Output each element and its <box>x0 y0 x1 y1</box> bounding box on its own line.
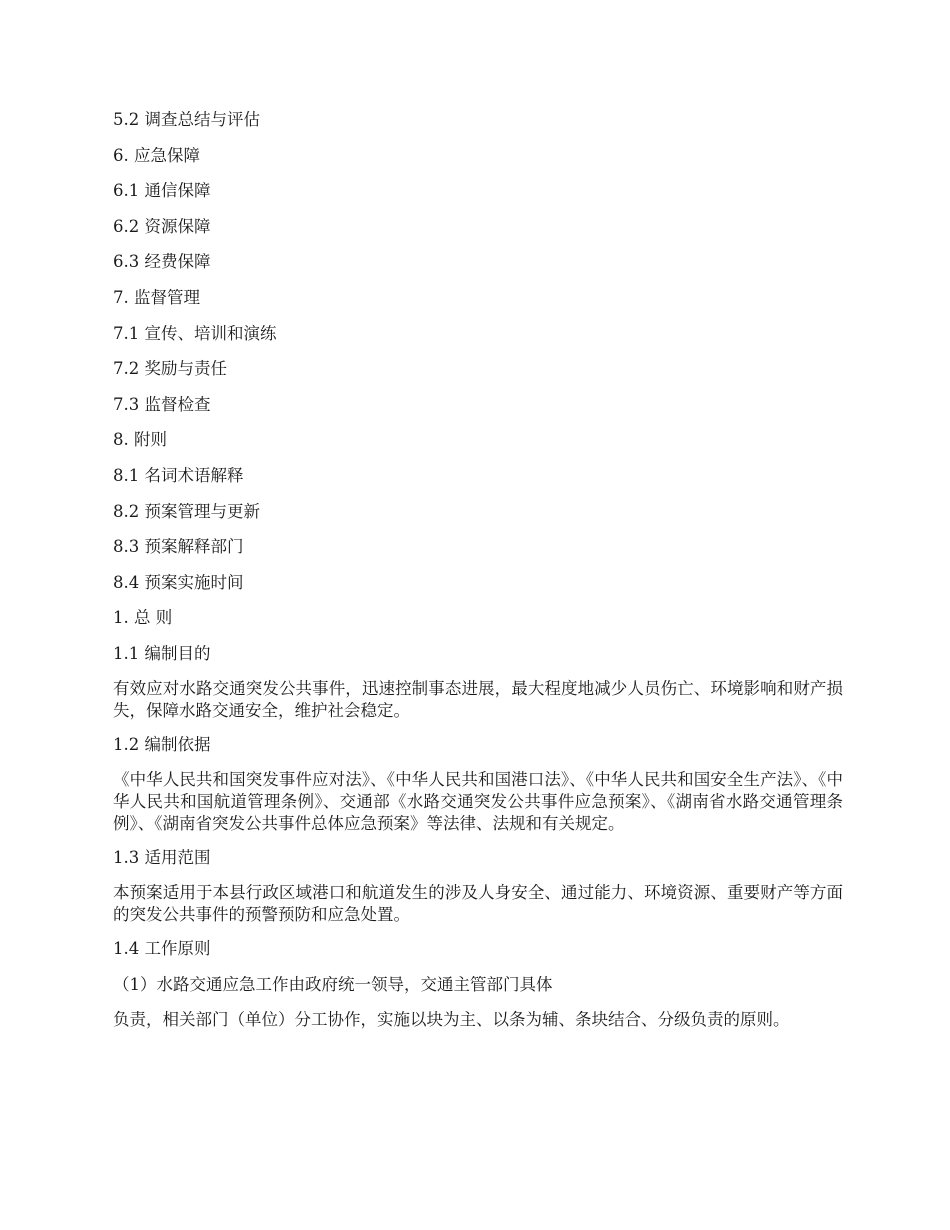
toc-item: 6.2 资源保障 <box>113 216 211 236</box>
paragraph: 有效应对水路交通突发公共事件，迅速控制事态进展，最大程度地减少人员伤亡、环境影响和财产损失，保障水路交通安全，维护社会稳定。 <box>113 678 843 720</box>
paragraph: 本预案适用于本县行政区域港口和航道发生的涉及人身安全、通过能力、环境资源、重要财产等方面的突发公共事件的预警预防和应急处置。 <box>113 882 843 924</box>
toc-item: 6.1 通信保障 <box>113 181 211 201</box>
toc-item: 7.2 奖励与责任 <box>113 359 227 379</box>
subsection-heading: 1.3 适用范围 <box>113 848 211 868</box>
toc-item: 7.3 监督检查 <box>113 394 211 414</box>
subsection-heading: 1.2 编制依据 <box>113 735 211 755</box>
toc-item: 6. 应急保障 <box>113 145 200 165</box>
section-heading: 1. 总 则 <box>113 608 173 628</box>
toc-item: 8.2 预案管理与更新 <box>113 501 260 521</box>
toc-item: 5.2 调查总结与评估 <box>113 110 260 129</box>
subsection-heading: 1.1 编制目的 <box>113 643 211 663</box>
toc-item: 8.4 预案实施时间 <box>113 572 244 592</box>
document-body <box>113 108 843 1042</box>
toc-item: 8. 附则 <box>113 430 167 450</box>
toc-item: 7. 监督管理 <box>113 287 200 307</box>
paragraph: 负责，相关部门（单位）分工协作，实施以块为主、以条为辅、条块结合、分级负责的原则。 <box>113 1009 790 1029</box>
toc-item: 7.1 宣传、培训和演练 <box>113 323 277 343</box>
toc-item: 6.3 经费保障 <box>113 252 211 272</box>
toc-item: 8.3 预案解释部门 <box>113 537 244 557</box>
subsection-heading: 1.4 工作原则 <box>113 939 211 959</box>
paragraph: 《中华人民共和国突发事件应对法》、《中华人民共和国港口法》、《中华人民共和国安全生产法》、《中华人民共和国航道管理条例》、交通部《水路交通突发公共事件应急预案》、《湖南省水路交通管理条例》、《湖南省突发公共事件总体应急预案》等法律、法规和有关规定。 <box>113 769 843 833</box>
list-item: （1）水路交通应急工作由政府统一领导，交通主管部门具体 <box>113 975 553 995</box>
toc-item: 8.1 名词术语解释 <box>113 465 244 485</box>
